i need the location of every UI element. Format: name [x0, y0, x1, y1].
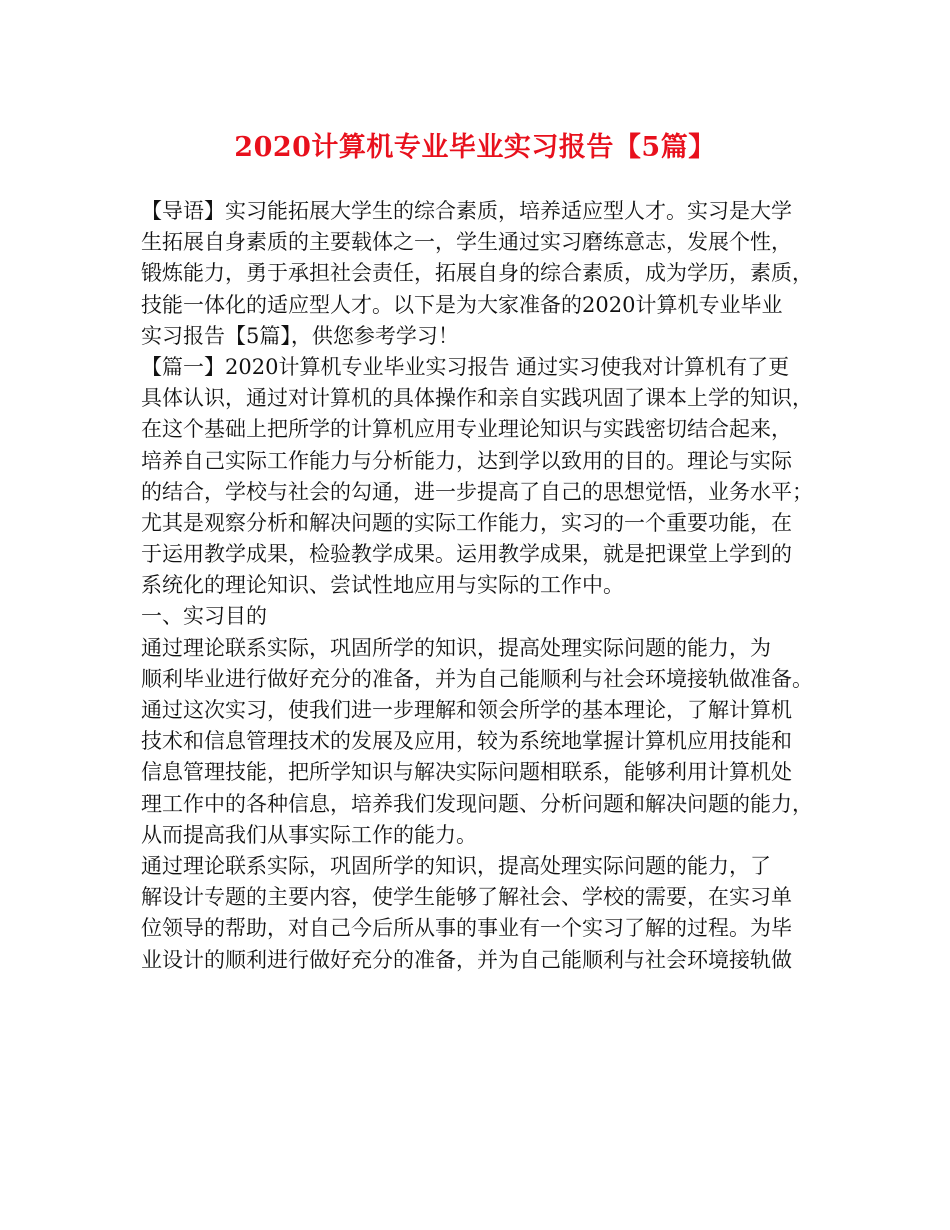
- text-line: 业设计的顺利进行做好充分的准备，并为自己能顺利与社会环境接轨做: [141, 947, 792, 972]
- text-line: 在这个基础上把所学的计算机应用专业理论知识与实践密切结合起来，: [141, 417, 792, 442]
- text-line: 【导语】实习能拓展大学生的综合素质，培养适应型人才。实习是大学: [141, 199, 792, 223]
- text-line: 的结合，学校与社会的勾通，进一步提高了自己的思想觉悟，业务水平；: [141, 479, 813, 504]
- text-line: 通过这次实习，使我们进一步理解和领会所学的基本理论，了解计算机: [141, 698, 792, 722]
- text-line: 顺利毕业进行做好充分的准备，并为自己能顺利与社会环境接轨做准备。: [141, 666, 813, 691]
- text-line: 通过理论联系实际，巩固所学的知识，提高处理实际问题的能力，了: [141, 853, 771, 878]
- text-line: 技能一体化的适应型人才。以下是为大家准备的2020计算机专业毕业: [141, 292, 783, 317]
- text-line: 尤其是观察分析和解决问题的实际工作能力，实习的一个重要功能，在: [141, 510, 792, 535]
- text-line: 具体认识，通过对计算机的具体操作和亲自实践巩固了课本上学的知识，: [141, 386, 813, 411]
- text-line: 培养自己实际工作能力与分析能力，达到学以致用的目的。理论与实际: [141, 448, 792, 473]
- text-line: 从而提高我们从事实际工作的能力。: [141, 822, 477, 847]
- text-line: 实习报告【5篇】，供您参考学习！: [141, 323, 459, 348]
- text-line: 于运用教学成果，检验教学成果。运用教学成果，就是把课堂上学到的: [141, 542, 792, 567]
- section-heading: 一、实习目的: [141, 604, 267, 629]
- text-line: 理工作中的各种信息，培养我们发现问题、分析问题和解决问题的能力，: [141, 791, 813, 816]
- text-line: 技术和信息管理技术的发展及应用，较为系统地掌握计算机应用技能和: [141, 729, 792, 754]
- text-line: 系统化的理论知识、尝试性地应用与实际的工作中。: [141, 573, 624, 598]
- document-title: 2020计算机专业毕业实习报告【5篇】: [234, 132, 716, 163]
- text-line: 通过理论联系实际，巩固所学的知识，提高处理实际问题的能力，为: [141, 635, 771, 660]
- text-line: 【篇一】2020计算机专业毕业实习报告 通过实习使我对计算机有了更: [141, 354, 790, 379]
- text-line: 位领导的帮助，对自己今后所从事的事业有一个实习了解的过程。为毕: [141, 916, 792, 941]
- text-line: 生拓展自身素质的主要载体之一，学生通过实习磨练意志，发展个性，: [141, 230, 792, 255]
- document-body: [141, 196, 811, 976]
- text-line: 信息管理技能，把所学知识与解决实际问题相联系，能够利用计算机处: [141, 760, 792, 785]
- text-line: 锻炼能力，勇于承担社会责任，拓展自身的综合素质，成为学历，素质，: [141, 261, 813, 286]
- text-line: 解设计专题的主要内容，使学生能够了解社会、学校的需要，在实习单: [141, 885, 792, 910]
